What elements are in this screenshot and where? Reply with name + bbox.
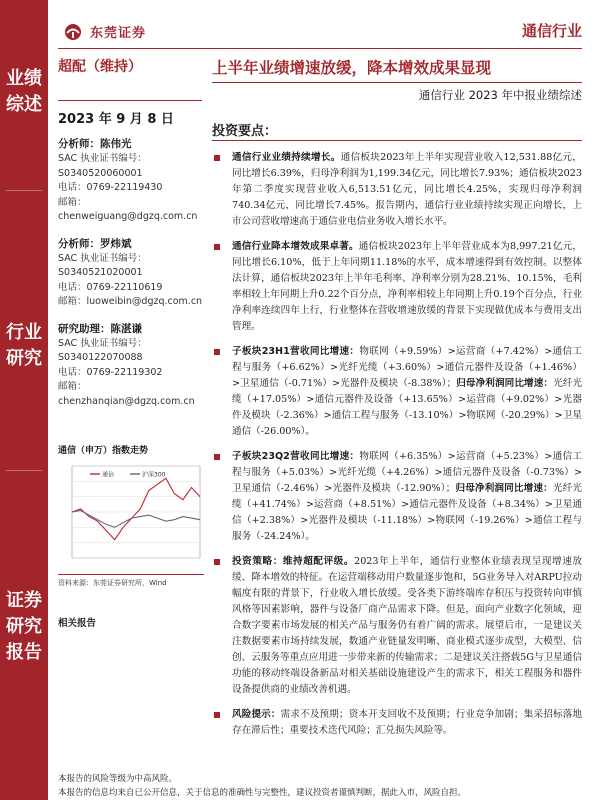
bullet-text: 光纤光缆（+41.74%）>运营商（+8.51%）>通信元器件及设备（+8.34%）>卫星通信（+2.38%）>光器件及模块（-11.18%）>物联网（-19.26%）>通信工程与服务（-24.24%）。 [232,483,583,542]
bullet-text: 物联网（+9.59%）>运营商（+7.42%）>通信工程与服务（+6.62%）>光纤光缆（+3.60%）>通信元器件及设备（+1.46%）>卫星通信（-0.71%）>光器件及模块（-8.38%）； [232,346,582,389]
side-divider [6,470,42,471]
bullet-square-icon [214,712,220,718]
bullet-text: 通信板块2023年上半年实现营业收入12,531.88亿元，同比增长6.39%，归母净利润为1,199.34亿元，同比增长7.93%；通信板块2023年第二季度实现营业收入6,513.51亿元，同比增长4.25%，实现归母净利润740.34亿元，同比增长7.45%。报告期内，通信行业业绩持续实现正向增长，上市公司营收增速高于通信业电信业务收入增长水平。 [232,152,583,227]
bullet-strategy [212,554,582,698]
analyst-info: S0340122070088 [58,352,143,363]
analyst-info: S0340520060001 [58,167,143,179]
analyst-info: SAC 执业证书编号： [58,337,147,349]
analyst-info: 电话：0769-22110619 [58,281,163,293]
analyst-role: 研究助理： [58,322,111,335]
analyst-name: 陈湛谦 [110,322,142,335]
analyst-info: 邮箱： [58,196,87,208]
rating: 超配（维持） [58,59,142,75]
related-reports-title: 相关报告 [58,618,97,629]
footer [58,772,466,800]
header-divider [58,48,582,49]
analyst-email[interactable]: chenweiguang@dgzq.com.cn [58,211,198,222]
bullet-square-icon [214,559,220,565]
bullet-lead: 子板块23H1营收同比增速： [232,346,360,357]
analyst-card [58,322,204,410]
investment-heading: 投资要点： [212,124,278,139]
analyst-card [58,137,204,225]
analyst-email[interactable]: chenzhanqian@dgzq.com.cn [58,395,195,407]
side-band [0,0,48,800]
title-divider [212,82,582,83]
side-label-report: 证券研究报告 [6,590,42,663]
side-label-review: 业绩综述 [6,68,42,115]
index-chart-plot [58,460,204,570]
logo-mark-icon [62,23,84,41]
footer-risk-level: 本报告的风险等级为中高风险。 [58,774,178,784]
analyst-info: S0340521020001 [58,267,143,278]
analyst-name: 罗炜斌 [100,237,132,250]
report-date: 2023 年 9 月 8 日 [58,112,174,127]
bullet-lead: 通信行业降本增效成果卓著。 [232,241,359,252]
analyst-info: 邮箱： [58,381,87,392]
bullet-cost [212,239,582,335]
bullet-square-icon [214,454,220,460]
bullet-text: 物联网（+6.35%）>运营商（+5.23%）>通信工程与服务（+5.03%）>光纤光缆（+4.26%）>通信元器件及设备（-0.73%）>卫星通信（-2.46%）>光器件及模块（-12.90%）； [232,451,583,494]
analyst-email[interactable]: 邮箱：luoweibin@dgzq.com.cn [58,296,203,307]
investment-points [212,150,582,748]
report-subheader: 通信行业 2023 年中报业绩综述 [418,88,582,102]
investment-divider [212,140,582,141]
analyst-role: 分析师： [58,237,100,250]
logo-text: 东莞证券 [90,26,147,41]
analyst-info: 电话：0769-22119430 [58,182,163,193]
chart-series-line-0 [72,478,200,539]
bullet-square-icon [214,244,220,250]
bullet-23h1 [212,344,582,440]
chart-source: 资料来源：东莞证券研究所，Wind [58,579,167,587]
bullet-text: 通信板块2023年上半年营业成本为8,997.21亿元，同比增长6.10%，低于上年同期11.18%的水平，成本增速得到有效控制。以整体法计算，通信板块2023年上半年毛利率、净利率分别为28.21%、10.15%，毛利率相较上年同期上升0.22个百分点，净利率相较上年同期上升0.19个百分点，行业净利率连续四年上行，行业整体在营收增速放缓的背景下实现做优成本与费用支出管理。 [232,241,583,332]
bullet-square-icon [214,349,220,355]
bullet-23q2 [212,449,582,545]
bullet-performance [212,150,582,230]
brand-logo [62,22,146,41]
bullet-square-icon [214,155,220,161]
analyst-name: 陈伟光 [100,138,132,150]
analyst-role: 分析师： [58,138,100,150]
report-title: 上半年业绩增速放缓，降本增效成果显现 [212,59,492,77]
sector-label: 通信行业 [521,22,582,40]
side-label-research: 行业研究 [6,322,42,369]
chart-legend-label: 通信 [102,471,115,479]
bullet-text: 光纤光缆（+17.05%）>通信元器件及设备（+13.65%）>运营商（+9.02%）>光器件及模块（-2.36%）>通信工程与服务（-13.10%）>物联网（-20.29%）>卫星通信（-26.00%）。 [232,378,583,437]
bullet-text: 需求不及预期；资本开支回收不及预期；行业竞争加剧；集采招标落地存在滞后性；重要技术迭代风险；汇兑损失风险等。 [232,709,583,736]
analyst-info: SAC 执业证书编号： [58,252,147,264]
analyst-info: 电话：0769-22119302 [58,366,163,378]
chart-title: 通信（申万）指数走势 [58,446,149,456]
bullet-sublead: 归母净利润同比增速： [456,378,554,389]
bullet-lead: 风险提示： [232,709,281,720]
bullet-risk [212,707,582,739]
bullet-sublead: 归母净利润同比增速： [455,483,553,494]
chart-source-divider [58,574,204,575]
bullet-lead: 子板块23Q2营收同比增速： [232,451,360,462]
side-divider [6,190,42,191]
bullet-lead: 通信行业业绩持续增长。 [232,152,341,163]
analyst-card [58,237,204,310]
left-column [58,108,204,421]
index-chart [58,443,204,588]
bullet-text: 2023年上半年，通信行业整体业绩表现呈现增速放缓、降本增效的特征。在运营端移动用户数量逐步饱和，5G业务导入对ARPU拉动幅度有限的背景下，行业收入增长放缓。受各类下游终端库存积压与投资转向审慎风格等因素影响，器件与设备厂商产品需求下降。但是，面向产业数字化领域，迎合数字要素市场发展的相关产品与服务仍有着广阔的需求。展望后市，一是建议关注数据要素市场持续发展，数通产业链量发明晰、商业模式逐步成型，大模型、信创、云服务等重点应用进一步带来新的传输需求；二是建议关注搭载5G与卫星通信功能的移动终端设备新品对相关基础设施建设产生的需求下，相关工程服务和器件设备提供商的业绩改善机遇。 [232,556,582,695]
footer-disclaimer: 本报告的信息均来自已公开信息，关于信息的准确性与完整性，建议投资者谨慎判断，据此入市，风险自担。 [58,788,467,798]
analyst-info: SAC 执业证书编号： [58,153,147,164]
bullet-lead: 投资策略：维持超配评级。 [232,556,355,567]
rating-divider [58,100,202,101]
chart-legend-label: 沪深300 [142,471,166,479]
